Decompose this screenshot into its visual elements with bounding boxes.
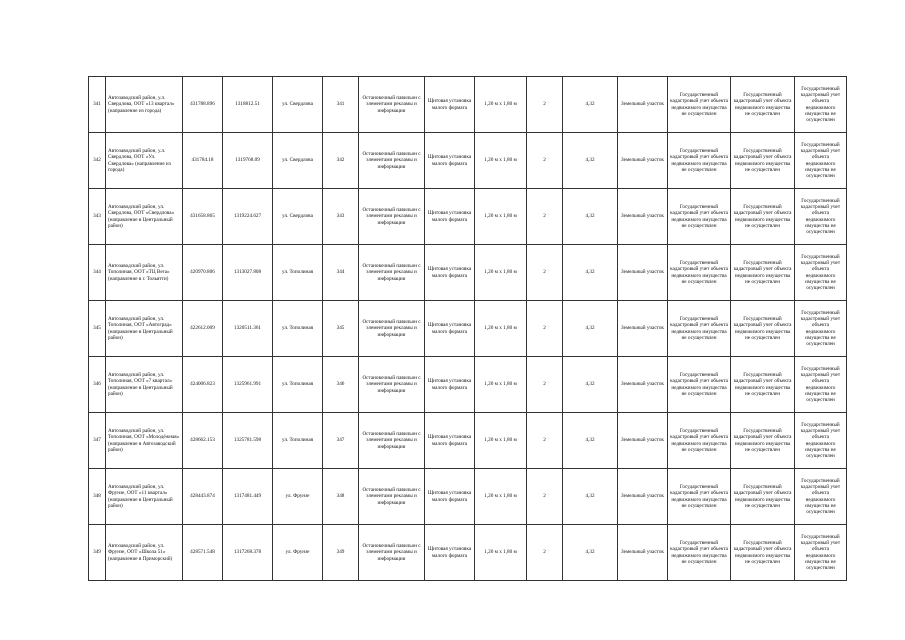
cell-y: 1320511.361 xyxy=(223,301,273,357)
cell-type: Остановочный павильон с элементами рекламы и информации xyxy=(359,77,425,133)
cell-x: 428443.874 xyxy=(183,469,223,525)
cell-street: ул. Тополиная xyxy=(273,413,323,469)
cell-size: 1,20 м х 1,80 м xyxy=(475,133,527,189)
cell-loc: Автозаводский район, ул. Тополиная, ООТ «Автоград» (направление в Центральный район) xyxy=(106,301,183,357)
cell-sides: 2 xyxy=(527,189,563,245)
cell-own3: Государственный кадастровый учет объекта недвижимого имущества не осуществлен xyxy=(795,357,847,413)
cell-size: 1,20 м х 1,80 м xyxy=(475,413,527,469)
cell-own2: Государственный кадастровый учет объекта недвижимого имущества не осуществлен xyxy=(731,301,795,357)
cell-type: Остановочный павильон с элементами рекламы и информации xyxy=(359,245,425,301)
cell-own1: Государственный кадастровый учет объекта недвижимого имущества не осуществлен xyxy=(668,357,731,413)
cell-kind: Щитовая установка малого формата xyxy=(425,133,475,189)
cell-y: 1318812.51 xyxy=(223,77,273,133)
cell-street: ул. Фрунзе xyxy=(273,525,323,581)
cell-sides: 2 xyxy=(527,413,563,469)
cell-street: ул. Фрунзе xyxy=(273,469,323,525)
cell-own3: Государственный кадастровый учет объекта недвижимого имущества не осуществлен xyxy=(795,77,847,133)
cell-sides: 2 xyxy=(527,301,563,357)
cell-y: 1317481.449 xyxy=(223,469,273,525)
table-row xyxy=(89,301,847,357)
cell-type: Остановочный павильон с элементами рекламы и информации xyxy=(359,413,425,469)
cell-num: 348 xyxy=(323,469,359,525)
cell-n: 343 xyxy=(89,189,106,245)
cell-own1: Государственный кадастровый учет объекта недвижимого имущества не осуществлен xyxy=(668,189,731,245)
cell-land: Земельный участок xyxy=(618,301,668,357)
cell-type: Остановочный павильон с элементами рекламы и информации xyxy=(359,189,425,245)
cell-own1: Государственный кадастровый учет объекта недвижимого имущества не осуществлен xyxy=(668,77,731,133)
cell-sides: 2 xyxy=(527,469,563,525)
cell-x: 424006.823 xyxy=(183,357,223,413)
cell-area: 4,32 xyxy=(563,301,618,357)
cell-own2: Государственный кадастровый учет объекта недвижимого имущества не осуществлен xyxy=(731,245,795,301)
cell-type: Остановочный павильон с элементами рекламы и информации xyxy=(359,525,425,581)
cell-street: ул. Тополиная xyxy=(273,245,323,301)
cell-kind: Щитовая установка малого формата xyxy=(425,245,475,301)
cell-loc: Автозаводский район, ул. Фрунзе, ООТ «Школа 51» (направление в Приморский) xyxy=(106,525,183,581)
cell-land: Земельный участок xyxy=(618,77,668,133)
cell-area: 4,32 xyxy=(563,133,618,189)
cell-x: 428571.548 xyxy=(183,525,223,581)
cell-own2: Государственный кадастровый учет объекта недвижимого имущества не осуществлен xyxy=(731,77,795,133)
cell-loc: Автозаводский район, у.л. Свердлова, ООТ «Ул. Свердлова» (направление из города) xyxy=(106,133,183,189)
cell-own1: Государственный кадастровый учет объекта недвижимого имущества не осуществлен xyxy=(668,133,731,189)
cell-n: 344 xyxy=(89,245,106,301)
cell-land: Земельный участок xyxy=(618,133,668,189)
cell-street: ул. Свердлова xyxy=(273,133,323,189)
cell-land: Земельный участок xyxy=(618,357,668,413)
cell-x: 428662.153 xyxy=(183,413,223,469)
cell-street: ул. Тополиная xyxy=(273,357,323,413)
cell-type: Остановочный павильон с элементами рекламы и информации xyxy=(359,133,425,189)
cell-n: 348 xyxy=(89,469,106,525)
cell-sides: 2 xyxy=(527,133,563,189)
cell-kind: Щитовая установка малого формата xyxy=(425,525,475,581)
cell-y: 1313027.808 xyxy=(223,245,273,301)
cell-land: Земельный участок xyxy=(618,469,668,525)
cell-num: 341 xyxy=(323,77,359,133)
cell-sides: 2 xyxy=(527,77,563,133)
table-body xyxy=(89,77,847,581)
cell-own1: Государственный кадастровый учет объекта недвижимого имущества не осуществлен xyxy=(668,301,731,357)
cell-own3: Государственный кадастровый учет объекта недвижимого имущества не осуществлен xyxy=(795,133,847,189)
cell-y: 1325961.991 xyxy=(223,357,273,413)
cell-x: 431788.896 xyxy=(183,77,223,133)
cell-area: 4,32 xyxy=(563,77,618,133)
cell-own2: Государственный кадастровый учет объекта недвижимого имущества не осуществлен xyxy=(731,357,795,413)
cell-kind: Щитовая установка малого формата xyxy=(425,301,475,357)
cell-size: 1,20 м х 1,80 м xyxy=(475,469,527,525)
cell-sides: 2 xyxy=(527,357,563,413)
cell-n: 346 xyxy=(89,357,106,413)
cell-own2: Государственный кадастровый учет объекта недвижимого имущества не осуществлен xyxy=(731,413,795,469)
cell-x: 431658.865 xyxy=(183,189,223,245)
cell-num: 346 xyxy=(323,357,359,413)
cell-kind: Щитовая установка малого формата xyxy=(425,357,475,413)
cell-size: 1,20 м х 1,80 м xyxy=(475,77,527,133)
table-row xyxy=(89,357,847,413)
cell-loc: Автозаводский район, у.л. Свердлова, ООТ «13 квартал» (направление из города) xyxy=(106,77,183,133)
cell-n: 345 xyxy=(89,301,106,357)
cell-kind: Щитовая установка малого формата xyxy=(425,189,475,245)
table-row xyxy=(89,413,847,469)
cell-type: Остановочный павильон с элементами рекламы и информации xyxy=(359,301,425,357)
cell-num: 349 xyxy=(323,525,359,581)
cell-land: Земельный участок xyxy=(618,525,668,581)
cell-loc: Автозаводский район, ул. Фрунзе, ООТ «11 квартал» (направление в Центральный район) xyxy=(106,469,183,525)
cell-own1: Государственный кадастровый учет объекта недвижимого имущества не осуществлен xyxy=(668,413,731,469)
cell-area: 4,32 xyxy=(563,245,618,301)
cell-n: 347 xyxy=(89,413,106,469)
cell-own2: Государственный кадастровый учет объекта недвижимого имущества не осуществлен xyxy=(731,525,795,581)
cell-loc: Автозаводский район, ул. Тополиная, ООТ «7 квартал» (направление в Центральный район) xyxy=(106,357,183,413)
table-row xyxy=(89,525,847,581)
cell-num: 344 xyxy=(323,245,359,301)
cell-type: Остановочный павильон с элементами рекламы и информации xyxy=(359,357,425,413)
cell-sides: 2 xyxy=(527,245,563,301)
cell-area: 4,32 xyxy=(563,413,618,469)
cell-n: 349 xyxy=(89,525,106,581)
cell-loc: Автозаводский район, ул. Тополиная, ООТ «ТЦ Вега» (направление в г. Тольятти) xyxy=(106,245,183,301)
cell-area: 4,32 xyxy=(563,525,618,581)
cell-num: 343 xyxy=(323,189,359,245)
cell-street: ул. Свердлова xyxy=(273,77,323,133)
placement-table xyxy=(88,76,847,581)
table-row xyxy=(89,77,847,133)
cell-kind: Щитовая установка малого формата xyxy=(425,413,475,469)
table-row xyxy=(89,245,847,301)
cell-y: 1319224.627 xyxy=(223,189,273,245)
cell-y: 1317268.378 xyxy=(223,525,273,581)
cell-area: 4,32 xyxy=(563,357,618,413)
cell-size: 1,20 м х 1,80 м xyxy=(475,357,527,413)
cell-own3: Государственный кадастровый учет объекта недвижимого имущества не осуществлен xyxy=(795,413,847,469)
cell-area: 4,32 xyxy=(563,189,618,245)
table-row xyxy=(89,133,847,189)
cell-type: Остановочный павильон с элементами рекламы и информации xyxy=(359,469,425,525)
cell-own3: Государственный кадастровый учет объекта недвижимого имущества не осуществлен xyxy=(795,301,847,357)
cell-size: 1,20 м х 1,80 м xyxy=(475,245,527,301)
cell-area: 4,32 xyxy=(563,469,618,525)
cell-own2: Государственный кадастровый учет объекта недвижимого имущества не осуществлен xyxy=(731,189,795,245)
cell-n: 342 xyxy=(89,133,106,189)
cell-own2: Государственный кадастровый учет объекта недвижимого имущества не осуществлен xyxy=(731,133,795,189)
cell-street: ул. Тополиная xyxy=(273,301,323,357)
cell-size: 1,20 м х 1,80 м xyxy=(475,189,527,245)
cell-own3: Государственный кадастровый учет объекта недвижимого имущества не осуществлен xyxy=(795,469,847,525)
table-row xyxy=(89,469,847,525)
cell-own3: Государственный кадастровый учет объекта недвижимого имущества не осуществлен xyxy=(795,189,847,245)
cell-num: 342 xyxy=(323,133,359,189)
cell-own1: Государственный кадастровый учет объекта недвижимого имущества не осуществлен xyxy=(668,525,731,581)
cell-size: 1,20 м х 1,80 м xyxy=(475,301,527,357)
cell-kind: Щитовая установка малого формата xyxy=(425,469,475,525)
cell-own3: Государственный кадастровый учет объекта недвижимого имущества не осуществлен xyxy=(795,245,847,301)
cell-y: 1319768.09 xyxy=(223,133,273,189)
cell-street: ул. Свердлова xyxy=(273,189,323,245)
cell-kind: Щитовая установка малого формата xyxy=(425,77,475,133)
cell-sides: 2 xyxy=(527,525,563,581)
cell-x: 420970.806 xyxy=(183,245,223,301)
cell-own3: Государственный кадастровый учет объекта недвижимого имущества не осуществлен xyxy=(795,525,847,581)
cell-num: 345 xyxy=(323,301,359,357)
cell-size: 1,20 м х 1,80 м xyxy=(475,525,527,581)
cell-n: 341 xyxy=(89,77,106,133)
cell-x: 431784.18 xyxy=(183,133,223,189)
cell-num: 347 xyxy=(323,413,359,469)
cell-land: Земельный участок xyxy=(618,189,668,245)
cell-loc: Автозаводский район, ул. Тополиная, ООТ «Молодёжная» (направление в Автозаводский район) xyxy=(106,413,183,469)
cell-own1: Государственный кадастровый учет объекта недвижимого имущества не осуществлен xyxy=(668,245,731,301)
table-row xyxy=(89,189,847,245)
cell-x: 422612.009 xyxy=(183,301,223,357)
cell-own2: Государственный кадастровый учет объекта недвижимого имущества не осуществлен xyxy=(731,469,795,525)
cell-land: Земельный участок xyxy=(618,413,668,469)
cell-own1: Государственный кадастровый учет объекта недвижимого имущества не осуществлен xyxy=(668,469,731,525)
cell-loc: Автозаводский район, ул. Свердлова, ООТ «Свердлова» (направление в Центральный район) xyxy=(106,189,183,245)
cell-land: Земельный участок xyxy=(618,245,668,301)
cell-y: 1325781.598 xyxy=(223,413,273,469)
